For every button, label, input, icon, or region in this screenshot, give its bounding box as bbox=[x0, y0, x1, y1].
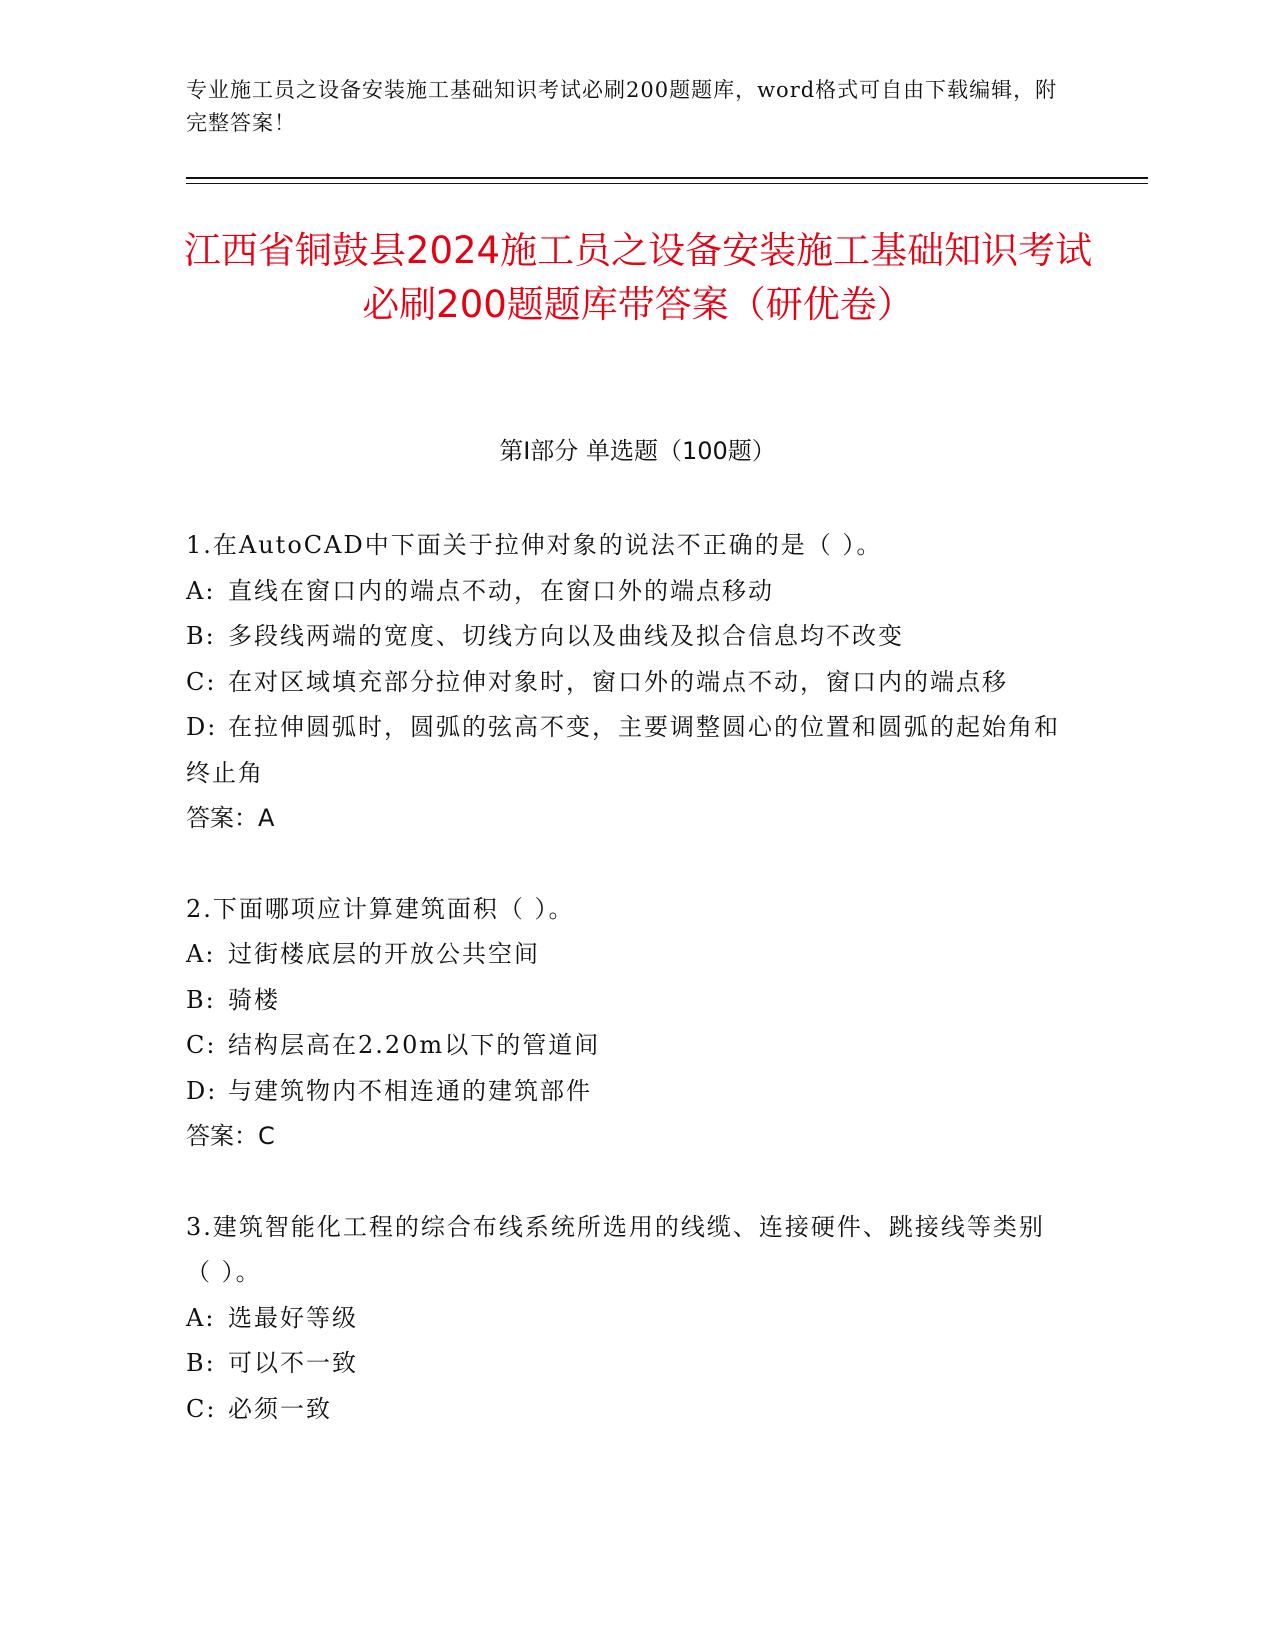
answer-text: 答案：C bbox=[186, 1122, 275, 1150]
section-heading: 第Ⅰ部分 单选题（100题） bbox=[499, 437, 776, 465]
question-text: 2.下面哪项应计算建筑面积（ ）。 bbox=[186, 894, 575, 923]
option-c bbox=[186, 1023, 1066, 1069]
option-letter: B: bbox=[186, 622, 216, 650]
option-a bbox=[186, 569, 1066, 615]
option-c bbox=[186, 660, 1066, 706]
option-a bbox=[186, 932, 1066, 978]
option-letter: A: bbox=[186, 940, 216, 968]
option-letter: C: bbox=[186, 1394, 217, 1423]
question-text: 3.建筑智能化工程的综合布线系统所选用的线缆、连接硬件、跳接线等类别（ ）。 bbox=[186, 1212, 1045, 1286]
option-text: 结构层高在2.20m以下的管道间 bbox=[228, 1031, 601, 1059]
option-d bbox=[186, 1069, 1066, 1115]
option-letter: A: bbox=[186, 576, 216, 605]
question-text: 1.在AutoCAD中下面关于拉伸对象的说法不正确的是（ ）。 bbox=[186, 531, 883, 559]
option-text: 在拉伸圆弧时，圆弧的弦高不变，主要调整圆心的位置和圆弧的起始角和终止角 bbox=[186, 713, 1060, 787]
answer-text: 答案：A bbox=[186, 804, 275, 832]
option-a bbox=[186, 1296, 1066, 1342]
question-item bbox=[186, 1205, 1066, 1433]
option-c bbox=[186, 1387, 1066, 1433]
option-b bbox=[186, 978, 1066, 1024]
option-text: 多段线两端的宽度、切线方向以及曲线及拟合信息均不改变 bbox=[228, 622, 904, 650]
header-rule-thin bbox=[186, 183, 1148, 184]
option-text: 可以不一致 bbox=[228, 1349, 358, 1377]
option-text: 骑楼 bbox=[228, 985, 280, 1014]
option-letter: A: bbox=[186, 1303, 216, 1332]
option-letter: B: bbox=[186, 1349, 216, 1377]
question-list bbox=[186, 523, 1066, 1477]
option-text: 与建筑物内不相连通的建筑部件 bbox=[228, 1076, 592, 1105]
option-text: 在对区域填充部分拉伸对象时，窗口外的端点不动，窗口内的端点移 bbox=[228, 667, 1008, 696]
option-text: 过街楼底层的开放公共空间 bbox=[228, 940, 540, 968]
option-letter: C: bbox=[186, 667, 217, 696]
option-b bbox=[186, 1341, 1066, 1387]
option-text: 必须一致 bbox=[228, 1394, 332, 1423]
question-item bbox=[186, 523, 1066, 842]
question-item bbox=[186, 887, 1066, 1160]
option-b bbox=[186, 614, 1066, 660]
option-text: 直线在窗口内的端点不动，在窗口外的端点移动 bbox=[228, 576, 774, 605]
header-rule-thick bbox=[186, 177, 1148, 179]
header-note: 专业施工员之设备安装施工基础知识考试必刷200题题库，word格式可自由下载编辑，附完整答案！ bbox=[186, 78, 1058, 135]
option-d bbox=[186, 705, 1066, 796]
option-letter: B: bbox=[186, 985, 216, 1014]
option-letter: C: bbox=[186, 1031, 217, 1059]
option-text: 选最好等级 bbox=[228, 1303, 358, 1332]
option-letter: D: bbox=[186, 1076, 218, 1105]
option-letter: D: bbox=[186, 713, 218, 741]
document-title: 江西省铜鼓县2024施工员之设备安装施工基础知识考试必刷200题题库带答案（研优卷） bbox=[183, 229, 1093, 326]
